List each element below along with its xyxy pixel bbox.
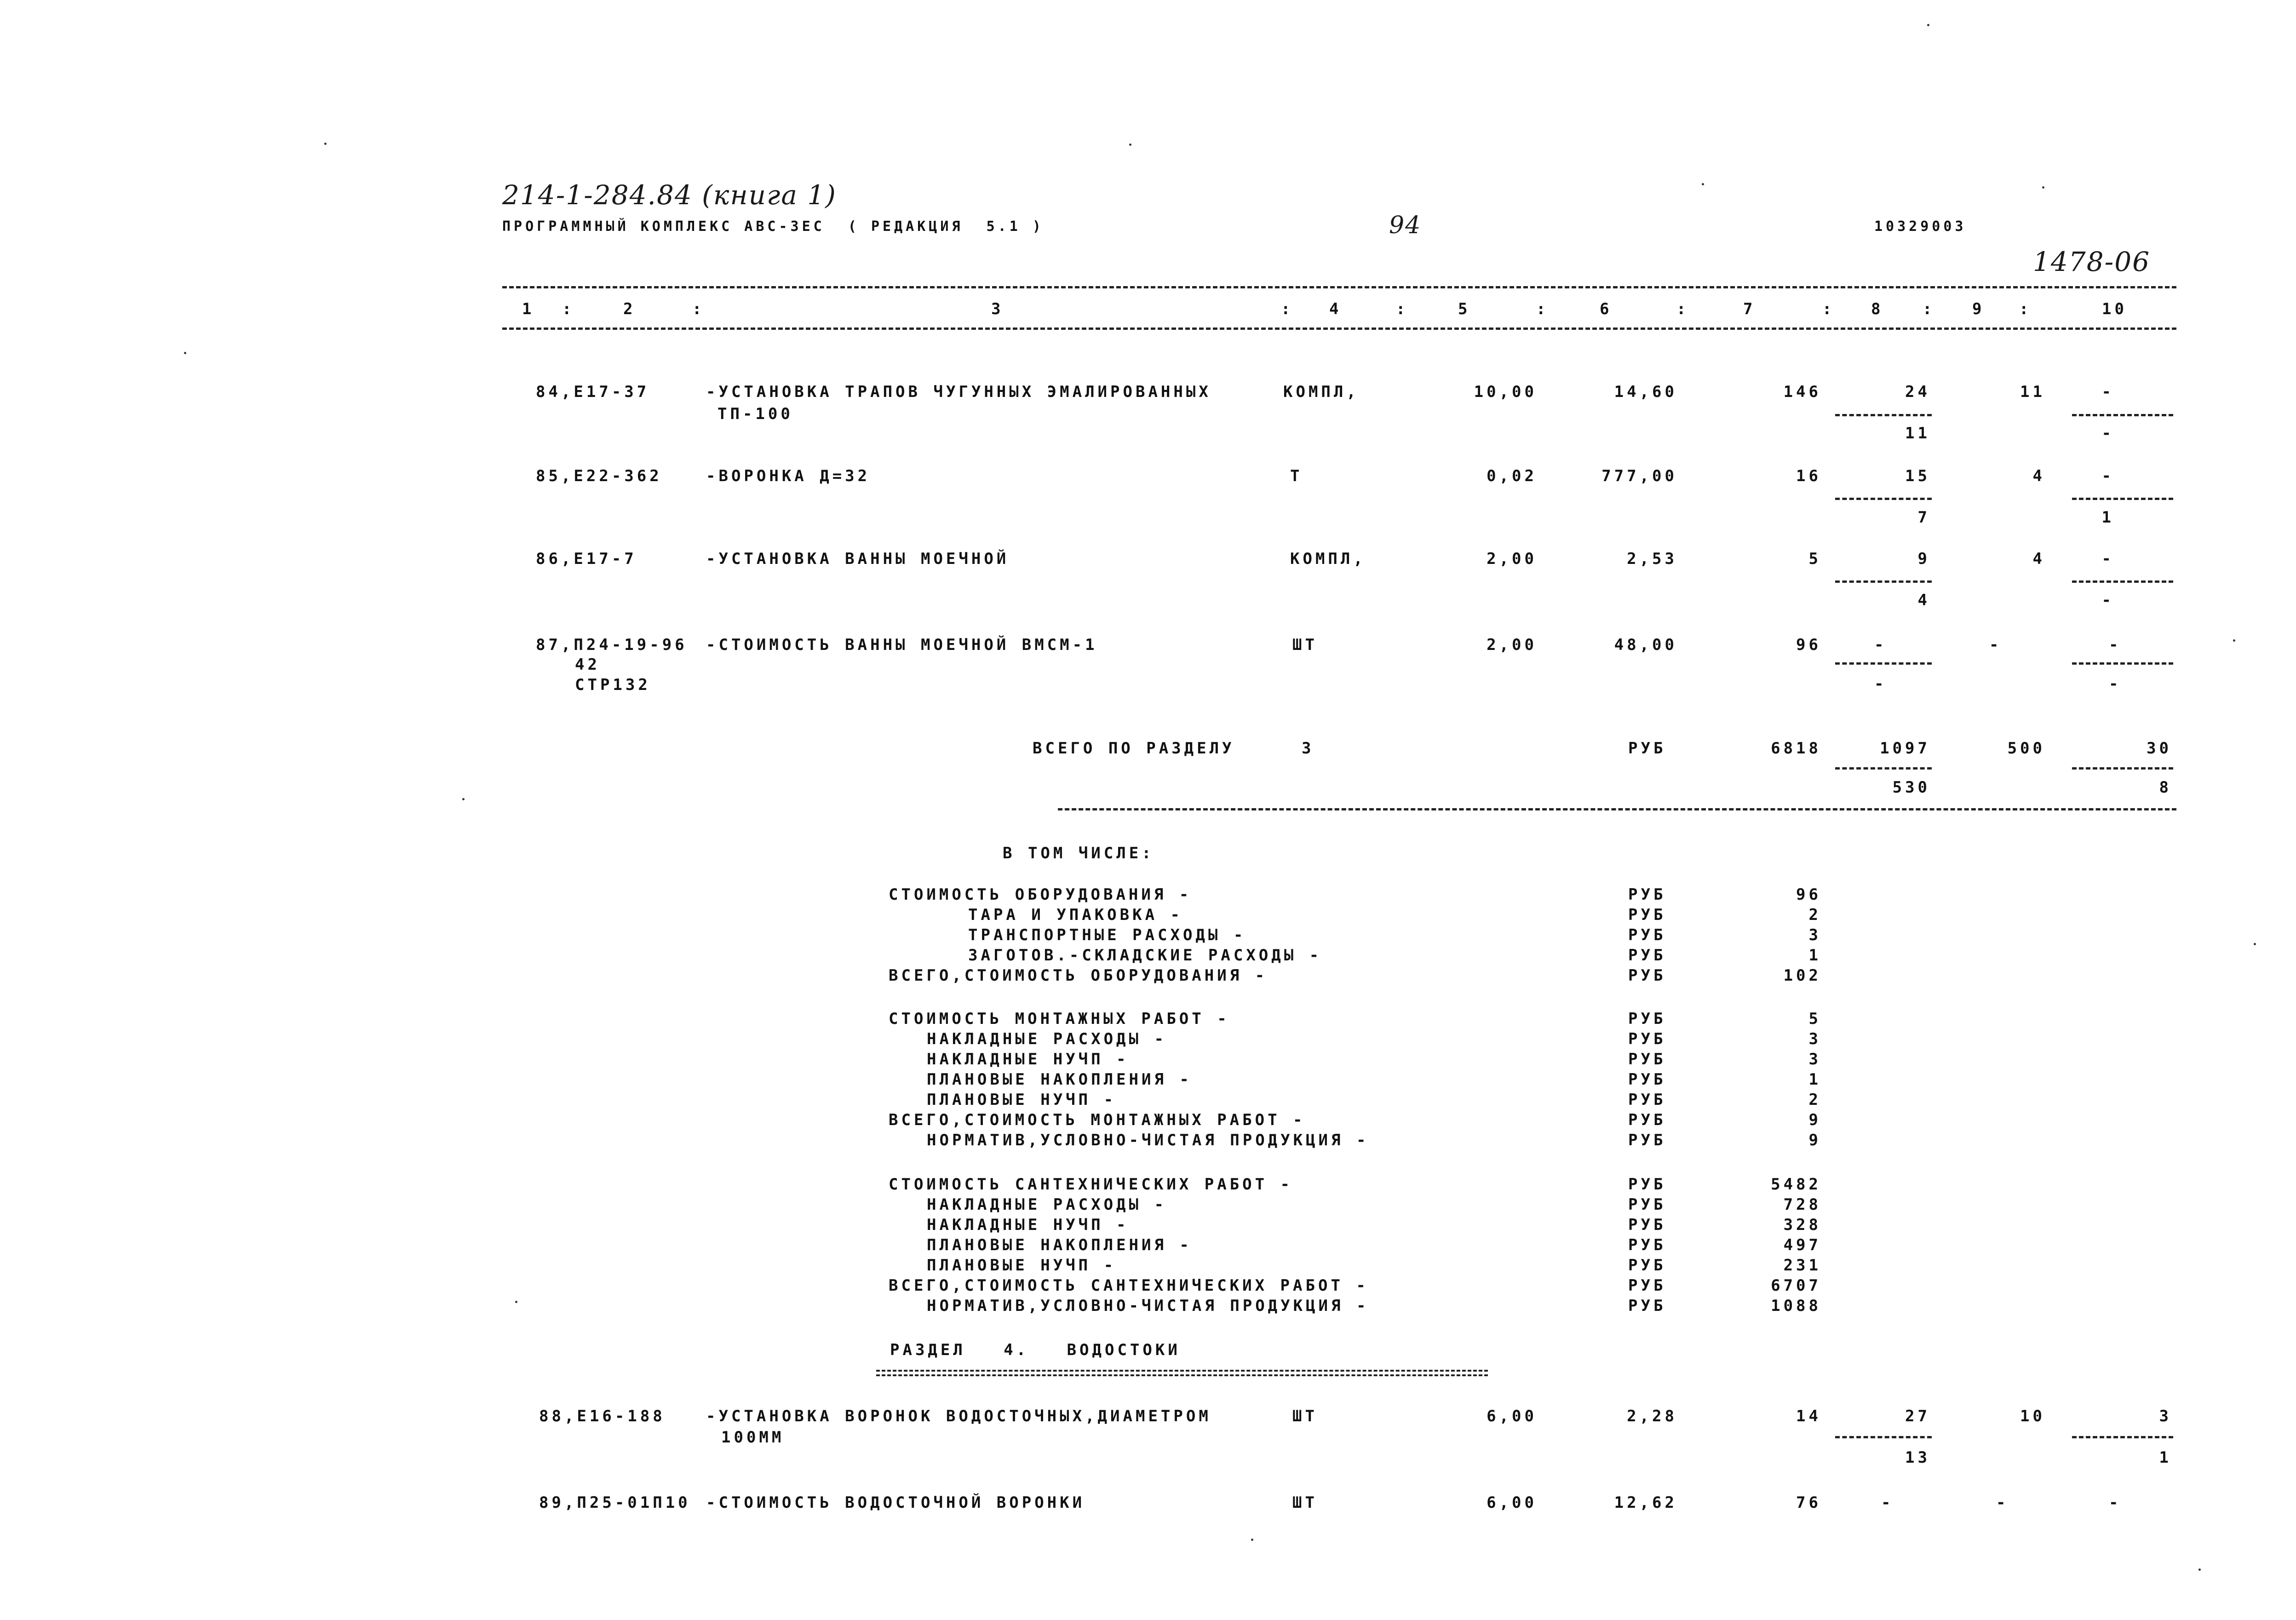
- row-col10-lower: 1: [2101, 508, 2114, 527]
- row-description: -СТОИМОСТЬ ВОДОСТОЧНОЙ ВОРОНКИ: [706, 1494, 1085, 1512]
- breakdown-value: 1: [1808, 946, 1821, 965]
- scan-speck: [2042, 186, 2044, 189]
- breakdown-value: 9: [1808, 1111, 1821, 1129]
- row-col10-lower: -: [2109, 675, 2122, 693]
- row-col8: 9: [1917, 550, 1930, 568]
- breakdown-unit: РУБ: [1628, 1131, 1666, 1149]
- breakdown-value: 497: [1783, 1236, 1821, 1254]
- row-price: 12,62: [1614, 1494, 1677, 1512]
- col-10: 10: [2102, 300, 2127, 318]
- breakdown-unit: РУБ: [1628, 1111, 1666, 1129]
- breakdown-unit: РУБ: [1628, 1195, 1666, 1214]
- row-price: 2,53: [1627, 550, 1677, 568]
- breakdown-value: 5482: [1771, 1175, 1821, 1194]
- col-2: 2: [623, 300, 636, 318]
- row-col10-rule: [2072, 580, 2173, 583]
- row-qty: 2,00: [1487, 550, 1537, 568]
- row-unit: КОМПЛ,: [1283, 383, 1359, 401]
- row-col10-rule: [2072, 662, 2173, 665]
- row-col8-rule: [1835, 1436, 1932, 1438]
- breakdown-unit: РУБ: [1628, 1091, 1666, 1109]
- row-id: 88,Е16-188: [539, 1407, 666, 1425]
- breakdown-value: 5: [1808, 1010, 1821, 1028]
- row-unit: ШТ: [1292, 1407, 1318, 1425]
- col-sep: :: [562, 300, 575, 318]
- col-sep: :: [1281, 300, 1294, 318]
- section-heading-underline: [876, 1374, 1488, 1376]
- section-col8: 1097: [1880, 739, 1930, 758]
- row-col8-lower: 11: [1905, 424, 1930, 442]
- breakdown-label: ВСЕГО,СТОИМОСТЬ САНТЕХНИЧЕСКИХ РАБОТ -: [889, 1276, 1369, 1295]
- scan-speck: [2233, 639, 2235, 642]
- row-qty: 0,02: [1487, 467, 1537, 485]
- row-col9: 4: [2032, 550, 2045, 568]
- breakdown-unit: РУБ: [1628, 1276, 1666, 1295]
- breakdown-value: 3: [1808, 1030, 1821, 1048]
- row-col9: 4: [2032, 467, 2045, 485]
- row-description: -УСТАНОВКА ВАННЫ МОЕЧНОЙ: [706, 550, 1010, 568]
- row-id-ref: СТР132: [575, 676, 651, 694]
- scan-speck: [462, 798, 465, 800]
- row-total: 14: [1796, 1407, 1821, 1425]
- row-unit: ШТ: [1292, 636, 1318, 654]
- breakdown-label: ПЛАНОВЫЕ НУЧП -: [927, 1256, 1117, 1275]
- breakdown-label: ПЛАНОВЫЕ НАКОПЛЕНИЯ -: [927, 1070, 1192, 1089]
- program-title: ПРОГРАММНЫЙ КОМПЛЕКС АВС-ЗЕС ( РЕДАКЦИЯ 5.1 ): [502, 218, 1044, 235]
- col-sep: :: [1536, 300, 1549, 318]
- section-total-value: 6818: [1771, 739, 1821, 758]
- breakdown-label: СТОИМОСТЬ МОНТАЖНЫХ РАБОТ -: [889, 1010, 1230, 1028]
- section-heading: РАЗДЕЛ 4. ВОДОСТОКИ: [890, 1341, 1181, 1359]
- row-col8-lower: 4: [1917, 591, 1930, 609]
- row-col8-rule: [1835, 498, 1932, 500]
- row-col8-lower: 7: [1917, 508, 1930, 527]
- breakdown-label: ПЛАНОВЫЕ НАКОПЛЕНИЯ -: [927, 1236, 1192, 1254]
- row-total: 5: [1808, 550, 1821, 568]
- row-col8-rule: [1835, 580, 1932, 583]
- row-id: 87,П24-19-96: [536, 636, 688, 654]
- breakdown-value: 2: [1808, 1091, 1821, 1109]
- section-col10-rule: [2072, 767, 2173, 770]
- row-description-cont: 100ММ: [721, 1428, 785, 1447]
- document-code: 10329003: [1874, 218, 1967, 235]
- scan-speck: [2254, 943, 2256, 945]
- col-sep: :: [2019, 300, 2032, 318]
- breakdown-value: 728: [1783, 1195, 1821, 1214]
- breakdown-value: 231: [1783, 1256, 1821, 1275]
- col-sep: :: [1923, 300, 1935, 318]
- row-total: 146: [1783, 383, 1821, 401]
- row-total: 76: [1796, 1494, 1821, 1512]
- row-unit: КОМПЛ,: [1290, 550, 1366, 568]
- breakdown-unit: РУБ: [1628, 906, 1666, 924]
- scan-speck: [184, 352, 186, 354]
- col-7: 7: [1743, 300, 1756, 318]
- breakdown-label: ВСЕГО,СТОИМОСТЬ ОБОРУДОВАНИЯ -: [889, 966, 1268, 985]
- breakdown-unit: РУБ: [1628, 1030, 1666, 1048]
- row-qty: 10,00: [1474, 383, 1537, 401]
- project-code-handwritten: 214-1-284.84 (книга 1): [502, 179, 837, 211]
- row-price: 2,28: [1627, 1407, 1677, 1425]
- breakdown-label: СТОИМОСТЬ САНТЕХНИЧЕСКИХ РАБОТ -: [889, 1175, 1293, 1194]
- row-id: 86,Е17-7: [536, 550, 637, 568]
- section-col8-rule: [1835, 767, 1932, 770]
- row-col10: -: [2101, 383, 2114, 401]
- sheet-mark-handwritten: 1478-06: [2033, 246, 2151, 277]
- scan-speck: [2198, 1568, 2201, 1571]
- row-col10-rule: [2072, 414, 2173, 416]
- row-col8-lower: -: [1874, 675, 1887, 693]
- breakdown-value: 96: [1796, 885, 1821, 904]
- section-col8-lower: 530: [1892, 778, 1930, 797]
- breakdown-label: ВСЕГО,СТОИМОСТЬ МОНТАЖНЫХ РАБОТ -: [889, 1111, 1306, 1129]
- row-col8-rule: [1835, 414, 1932, 416]
- breakdown-unit: РУБ: [1628, 966, 1666, 985]
- row-price: 14,60: [1614, 383, 1677, 401]
- breakdown-value: 6707: [1771, 1276, 1821, 1295]
- row-id: 84,Е17-37: [536, 383, 650, 401]
- page-number-handwritten: 94: [1389, 212, 1422, 239]
- row-col8-lower: 13: [1905, 1448, 1930, 1467]
- breakdown-value: 3: [1808, 926, 1821, 944]
- breakdown-label: НОРМАТИВ,УСЛОВНО-ЧИСТАЯ ПРОДУКЦИЯ -: [927, 1297, 1369, 1315]
- row-id: 89,П25-01П10: [539, 1494, 691, 1512]
- row-id-cont: 42: [575, 655, 600, 674]
- breakdown-label: СТОИМОСТЬ ОБОРУДОВАНИЯ -: [889, 885, 1192, 904]
- row-col8-rule: [1835, 662, 1932, 665]
- row-qty: 6,00: [1487, 1494, 1537, 1512]
- header-rule-top: [502, 286, 2176, 288]
- section-total-label: ВСЕГО ПО РАЗДЕЛУ: [1033, 739, 1235, 758]
- row-col10-lower: -: [2101, 424, 2114, 442]
- col-sep: :: [1396, 300, 1409, 318]
- section-heading-underline: [876, 1370, 1488, 1372]
- breakdown-label: ТАРА И УПАКОВКА -: [968, 906, 1183, 924]
- row-col10: -: [2101, 550, 2114, 568]
- col-5: 5: [1458, 300, 1471, 318]
- scan-speck: [515, 1301, 517, 1303]
- row-col10: -: [2109, 636, 2122, 654]
- row-col8: 15: [1905, 467, 1930, 485]
- header-rule-bottom: [502, 327, 2176, 330]
- row-id: 85,Е22-362: [536, 467, 662, 485]
- breakdown-unit: РУБ: [1628, 885, 1666, 904]
- row-col9: 11: [2020, 383, 2045, 401]
- breakdown-label: НОРМАТИВ,УСЛОВНО-ЧИСТАЯ ПРОДУКЦИЯ -: [927, 1131, 1369, 1149]
- section-col10: 30: [2147, 739, 2172, 758]
- row-total: 96: [1796, 636, 1821, 654]
- row-qty: 6,00: [1487, 1407, 1537, 1425]
- breakdown-label: НАКЛАДНЫЕ НУЧП -: [927, 1050, 1129, 1069]
- scan-speck: [324, 143, 327, 145]
- breakdown-unit: РУБ: [1628, 1010, 1666, 1028]
- row-col10-lower: -: [2101, 591, 2114, 609]
- row-description: -СТОИМОСТЬ ВАННЫ МОЕЧНОЙ ВМСМ-1: [706, 636, 1098, 654]
- section-col10-lower: 8: [2159, 778, 2172, 797]
- breakdown-label: НАКЛАДНЫЕ РАСХОДЫ -: [927, 1030, 1167, 1048]
- row-total: 16: [1796, 467, 1821, 485]
- row-col10-lower: 1: [2159, 1448, 2172, 1467]
- section-col9: 500: [2007, 739, 2045, 758]
- breakdown-value: 1088: [1771, 1297, 1821, 1315]
- breakdown-value: 3: [1808, 1050, 1821, 1069]
- breakdown-unit: РУБ: [1628, 946, 1666, 965]
- col-6: 6: [1600, 300, 1613, 318]
- scan-speck: [1129, 144, 1131, 146]
- breakdown-unit: РУБ: [1628, 1050, 1666, 1069]
- col-8: 8: [1871, 300, 1884, 318]
- breakdown-unit: РУБ: [1628, 926, 1666, 944]
- row-col10: 3: [2159, 1407, 2172, 1425]
- row-col10: -: [2101, 467, 2114, 485]
- col-3: 3: [991, 300, 1004, 318]
- breakdown-label: НАКЛАДНЫЕ РАСХОДЫ -: [927, 1195, 1167, 1214]
- scan-speck: [1702, 183, 1704, 185]
- row-col8: -: [1881, 1494, 1894, 1512]
- breakdown-value: 2: [1808, 906, 1821, 924]
- row-col8: 24: [1905, 383, 1930, 401]
- row-unit: Т: [1290, 467, 1303, 485]
- breakdown-unit: РУБ: [1628, 1297, 1666, 1315]
- col-1: 1: [522, 300, 535, 318]
- col-sep: :: [1822, 300, 1835, 318]
- row-qty: 2,00: [1487, 636, 1537, 654]
- row-col10: -: [2109, 1494, 2122, 1512]
- col-sep: :: [1676, 300, 1689, 318]
- row-price: 777,00: [1601, 467, 1677, 485]
- breakdown-unit: РУБ: [1628, 1236, 1666, 1254]
- row-col10-rule: [2072, 1436, 2173, 1438]
- including-title: В ТОМ ЧИСЛЕ:: [1003, 844, 1154, 862]
- row-price: 48,00: [1614, 636, 1677, 654]
- section-unit: РУБ: [1628, 739, 1666, 758]
- row-description: -УСТАНОВКА ТРАПОВ ЧУГУННЫХ ЭМАЛИРОВАННЫХ: [706, 383, 1211, 401]
- section-number: 3: [1302, 739, 1314, 758]
- breakdown-value: 328: [1783, 1216, 1821, 1234]
- breakdown-label: ТРАНСПОРТНЫЕ РАСХОДЫ -: [968, 926, 1246, 944]
- section-total-rule: [1058, 808, 2176, 810]
- breakdown-value: 1: [1808, 1070, 1821, 1089]
- breakdown-unit: РУБ: [1628, 1216, 1666, 1234]
- breakdown-unit: РУБ: [1628, 1175, 1666, 1194]
- col-4: 4: [1329, 300, 1342, 318]
- row-col9: 10: [2020, 1407, 2045, 1425]
- row-col9: -: [1996, 1494, 2009, 1512]
- col-sep: :: [692, 300, 705, 318]
- row-description-cont: ТП-100: [718, 405, 793, 423]
- breakdown-label: ЗАГОТОВ.-СКЛАДСКИЕ РАСХОДЫ -: [968, 946, 1322, 965]
- breakdown-label: ПЛАНОВЫЕ НУЧП -: [927, 1091, 1117, 1109]
- breakdown-value: 9: [1808, 1131, 1821, 1149]
- breakdown-unit: РУБ: [1628, 1256, 1666, 1275]
- row-col10-rule: [2072, 498, 2173, 500]
- breakdown-label: НАКЛАДНЫЕ НУЧП -: [927, 1216, 1129, 1234]
- row-description: -ВОРОНКА Д=32: [706, 467, 871, 485]
- scan-speck: [1927, 24, 1929, 26]
- row-col8: -: [1874, 636, 1887, 654]
- row-unit: ШТ: [1292, 1494, 1318, 1512]
- col-9: 9: [1972, 300, 1985, 318]
- scan-speck: [1251, 1539, 1253, 1541]
- breakdown-value: 102: [1783, 966, 1821, 985]
- row-col9: -: [1989, 636, 2002, 654]
- row-description: -УСТАНОВКА ВОРОНОК ВОДОСТОЧНЫХ,ДИАМЕТРОМ: [706, 1407, 1211, 1425]
- row-col8: 27: [1905, 1407, 1930, 1425]
- breakdown-unit: РУБ: [1628, 1070, 1666, 1089]
